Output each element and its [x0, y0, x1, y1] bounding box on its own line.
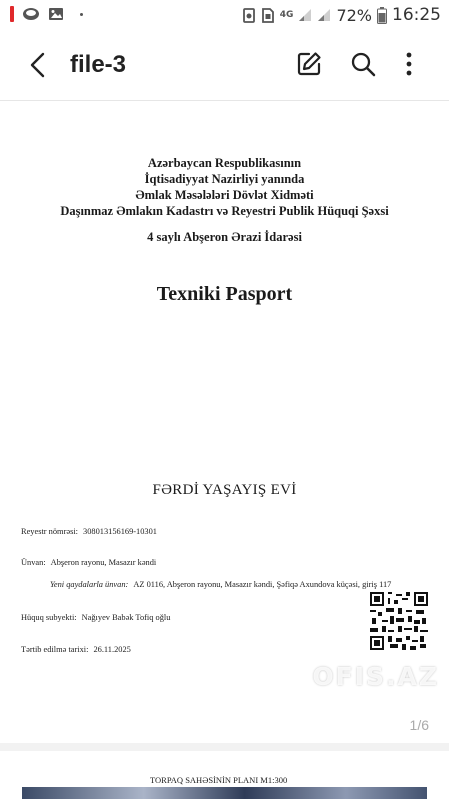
registry-value: 308013156169-10301: [83, 527, 157, 536]
new-address-row: [50, 580, 391, 589]
sim-icon: [261, 7, 275, 23]
signal-icon-1: [298, 8, 312, 22]
registry-number-row: [21, 527, 157, 536]
address-value: Abşeron rayonu, Masazır kəndi: [50, 558, 157, 567]
signal-icon-2: [317, 8, 331, 22]
new-address-value: AZ 0116, Abşeron rayonu, Masazır kəndi, Şəfiqə Axundova küçəsi, giriş 117: [133, 580, 392, 589]
date-row: [21, 645, 131, 654]
more-notifications-dot-icon: [80, 13, 83, 16]
data-saver-icon: [242, 7, 256, 23]
file-title: file-3: [70, 51, 127, 78]
back-arrow-icon[interactable]: [24, 50, 54, 80]
property-type: FƏRDİ YAŞAYIŞ EVİ: [152, 482, 297, 498]
edit-icon[interactable]: [295, 50, 323, 78]
battery-percent: 72%: [336, 5, 372, 25]
gallery-icon: [48, 7, 64, 21]
address-label: Ünvan:: [21, 558, 46, 567]
new-address-label: Yeni qaydalarla ünvan:: [50, 580, 129, 589]
subject-row: [21, 613, 170, 622]
more-options-icon[interactable]: [395, 50, 423, 78]
notification-flag-icon: [10, 6, 14, 22]
qr-code: [370, 592, 428, 650]
header-line-1: Azərbaycan Respublikasının: [147, 156, 302, 170]
document-page-1: [0, 101, 449, 743]
document-viewer[interactable]: [0, 101, 449, 799]
battery-icon: [377, 7, 387, 24]
app-toolbar: [0, 30, 449, 101]
search-icon[interactable]: [349, 50, 377, 78]
status-bar: [0, 0, 449, 30]
page-indicator: 1/6: [409, 717, 429, 733]
subject-label: Hüquq subyekti:: [21, 613, 77, 622]
document-title: Texniki Pasport: [156, 283, 293, 305]
notification-app-icon: [22, 7, 40, 21]
header-line-2: İqtisadiyyat Nazirliyi yanında: [144, 172, 305, 186]
document-page-2: [0, 751, 449, 799]
page2-heading: TORPAQ SAHƏSİNİN PLANI M1:300: [150, 775, 288, 785]
date-value: 26.11.2025: [93, 645, 131, 654]
registry-label: Reyestr nömrəsi:: [21, 527, 78, 536]
address-row: [21, 558, 156, 567]
subject-value: Nağıyev Babək Tofiq oğlu: [81, 613, 171, 622]
header-line-3: Əmlak Məsələləri Dövlət Xidməti: [135, 188, 314, 202]
watermark-logo: OFIS.AZ: [312, 662, 439, 691]
date-label: Tərtib edilmə tarixi:: [21, 645, 89, 654]
clock: 16:25: [392, 5, 441, 25]
page2-aerial-photo: [22, 787, 427, 799]
office-name: 4 saylı Abşeron Ərazi İdarəsi: [147, 230, 302, 244]
header-line-4: Daşınmaz Əmlakın Kadastrı və Reyestri Publik Hüquqi Şəxsi: [60, 204, 389, 218]
network-type-label: 4G: [279, 10, 294, 20]
